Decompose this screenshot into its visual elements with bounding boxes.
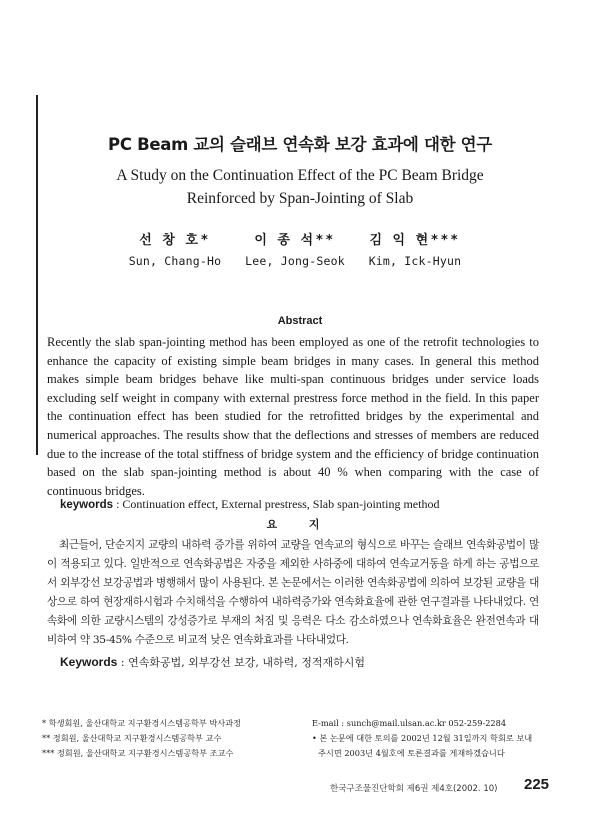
contact-email: E-mail : sunch@mail.ulsan.ac.kr 052-259-2284 xyxy=(312,718,507,728)
journal-footer: 한국구조물진단학회 제6권 제4호(2002. 10) xyxy=(330,784,498,794)
keywords-english-value: Continuation effect, External prestress, Slab span-jointing method xyxy=(122,497,440,511)
author-1-name-korean: 선 창 호* xyxy=(139,233,211,248)
discussion-note-line2: 주시면 2003년 4월호에 토론결과를 게재하겠습니다 xyxy=(318,748,505,758)
author-2-name-korean: 이 종 석** xyxy=(254,233,336,248)
korean-summary-body: 최근들어, 단순지지 교량의 내하력 증가를 위하여 교량을 연속교의 형식으로 바꾸는 슬래브 연속화공법이 많이 적용되고 있다. 일반적으로 연속화공법은 자중을 제외한 사하중에 대하여 연속교거동을 하게 하는 공법으로서 외부강선 보강공법과 병행해서 많이 사용된다. 본 논문에서는 이러한 연속화공법에 의하여 보강된 교량을 대상으로 하여 현장재하시험과 수치해석을 수행하여 내하력증가와 연속화효율에 관한 연구결과를 나타내었다. 연속화에 의한 교량시스템의 강성증가로 부재의 처짐 및 응력은 다소 감소하였으나 연속화효율은 완전연속과 대비하여 약 35-45% 수준으로 비교적 낮은 연속화효과를 나타내었다. xyxy=(47,539,539,646)
abstract-heading: Abstract xyxy=(277,315,323,327)
paper-title-english-line2: Reinforced by Span-Jointing of Slab xyxy=(186,190,414,207)
author-1 xyxy=(105,229,245,268)
contact-info xyxy=(312,716,572,761)
keywords-english-label: keywords xyxy=(60,499,114,511)
keywords-korean-label: Keywords xyxy=(60,655,118,669)
keywords-english-separator: : xyxy=(113,497,123,511)
author-3-name-korean: 김 익 현*** xyxy=(369,233,461,248)
abstract-body: Recently the slab span-jointing method has been employed as one of the retrofit technologies to enhance the capacity of existing simple beam bridges in many cases. In general this method makes simple beam bridges behave like multi-span continuous bridges under service loads excluding self weight in company with external prestress force method in the field. In this paper the continuation effect has been studied for the retrofitted bridges by the experimental and numerical approaches. The results show that the deflections and stresses of members are reduced due to the increase of the total stiffness of bridge system and the efficiency of bridge continuation based on the slab span-jointing method is about 40 % when comparing with the case of continuous bridges. xyxy=(47,335,539,498)
keywords-korean-separator: : xyxy=(117,656,129,669)
author-3-name-english: Kim, Ick-Hyun xyxy=(368,254,462,268)
keywords-korean xyxy=(60,654,550,670)
keywords-english xyxy=(60,497,550,512)
affiliation-3: *** 정회원, 울산대학교 지구환경시스템공학부 조교수 xyxy=(42,748,234,758)
author-2-name-english: Lee, Jong-Seok xyxy=(245,254,345,268)
paper-title-korean: PC Beam 교의 슬래브 연속화 보강 효과에 대한 연구 xyxy=(108,135,492,154)
author-affiliations xyxy=(42,716,302,761)
author-3 xyxy=(345,229,485,268)
korean-summary-heading: 요 지 xyxy=(266,518,334,531)
affiliation-2: ** 정회원, 울산대학교 지구환경시스템공학부 교수 xyxy=(42,733,222,743)
author-1-name-english: Sun, Chang-Ho xyxy=(128,254,222,268)
paper-title-english xyxy=(0,164,600,210)
keywords-korean-value: 연속화공법, 외부강선 보강, 내하력, 정적재하시험 xyxy=(128,656,366,669)
paper-title-english-line1: A Study on the Continuation Effect of the PC Beam Bridge xyxy=(116,167,484,184)
author-2 xyxy=(225,229,365,268)
discussion-note-line1: • 본 논문에 대한 토의를 2002년 12월 31일까지 학회로 보내 xyxy=(312,733,533,743)
affiliation-1: * 학생회원, 울산대학교 지구환경시스템공학부 박사과정 xyxy=(42,718,242,728)
page-number: 225 xyxy=(524,776,550,793)
